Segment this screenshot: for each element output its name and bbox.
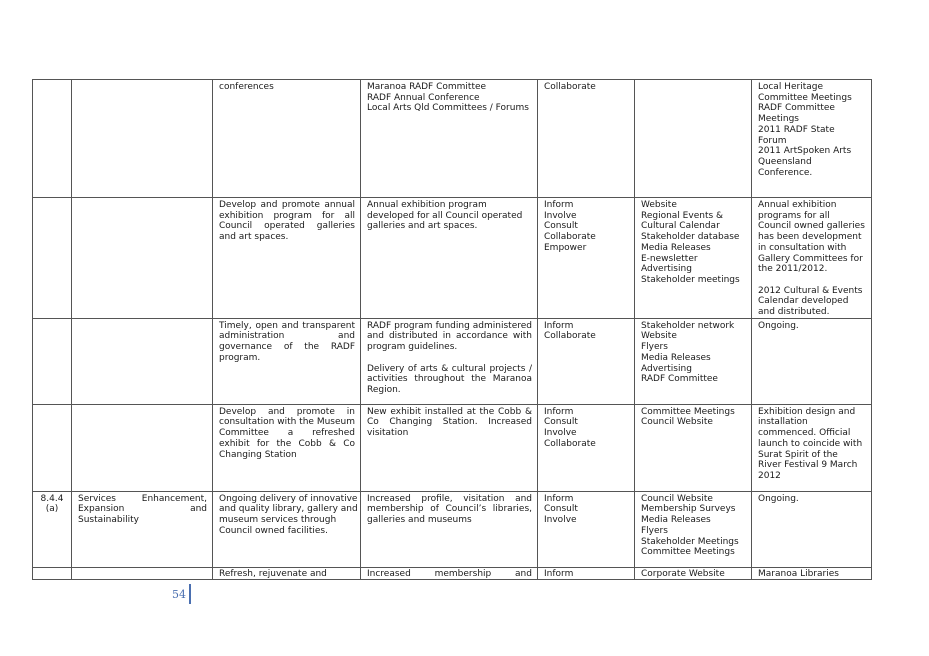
outcome-spacer	[367, 353, 532, 364]
method-line: E-newsletter	[641, 253, 698, 264]
engagement-line: Inform	[544, 493, 574, 504]
status-line: 2011 ArtSpoken Arts	[758, 146, 852, 157]
method-line: Media Releases	[641, 242, 711, 253]
method-line: Corporate Website	[641, 568, 725, 579]
method-line: Cultural Calendar	[641, 221, 720, 232]
outcome-line: RADF Annual Conference	[367, 92, 480, 103]
engagement-line: Collaborate	[544, 438, 596, 449]
status-spacer	[758, 275, 866, 286]
status-line: and distributed.	[758, 307, 830, 318]
engagement-line: Involve	[544, 515, 577, 526]
status-cell	[752, 318, 872, 404]
action-line: museum services through	[219, 515, 337, 526]
methods-cell	[635, 318, 752, 404]
status-line: Committee Meetings	[758, 92, 852, 103]
engagement-plan-table	[32, 79, 872, 580]
outcome-cell: New exhibit installed at the Cobb & Co Changing Station. Increased visitation	[361, 404, 538, 491]
method-line: Media Releases	[641, 515, 711, 526]
action-line: Council owned facilities.	[219, 525, 328, 536]
outcome-paragraph: RADF program funding administered and distributed in accordance with program guidelines.	[367, 320, 532, 353]
area-cell	[72, 198, 213, 319]
engagement-cell	[538, 80, 635, 198]
page-number-rule	[189, 584, 191, 604]
area-cell	[72, 567, 213, 580]
engagement-line: Empower	[544, 242, 587, 253]
engagement-cell	[538, 318, 635, 404]
status-line: programs for all	[758, 210, 830, 221]
ref-cell	[33, 404, 72, 491]
status-line: Conference.	[758, 167, 813, 178]
action-line: Refresh, rejuvenate and	[219, 568, 327, 579]
method-line: Advertising	[641, 264, 692, 275]
method-line: Flyers	[641, 525, 668, 536]
status-line: Exhibition design and	[758, 406, 856, 417]
status-line: 2012	[758, 470, 781, 481]
engagement-line: Involve	[544, 210, 577, 221]
table-row	[33, 318, 872, 404]
outcome-line: Annual exhibition program	[367, 200, 487, 210]
status-cell	[752, 404, 872, 491]
outcome-line: Maranoa RADF Committee	[367, 82, 487, 92]
engagement-line: Inform	[544, 568, 574, 579]
engagement-cell	[538, 491, 635, 567]
method-line: Membership Surveys	[641, 504, 736, 515]
status-cell	[752, 567, 872, 580]
status-line: 2011 RADF State	[758, 124, 835, 135]
methods-cell	[635, 491, 752, 567]
table-row	[33, 198, 872, 319]
status-line: RADF Committee	[758, 103, 835, 114]
outcome-cell	[361, 198, 538, 319]
area-cell: Services Enhancement, Expansion and Sustainability	[72, 491, 213, 567]
engagement-line: Inform	[544, 320, 574, 331]
status-line: launch to coincide with	[758, 438, 863, 449]
outcome-word: Increased	[367, 568, 411, 579]
status-line: Council owned galleries	[758, 221, 865, 232]
table-row	[33, 491, 872, 567]
engagement-cell	[538, 567, 635, 580]
method-line: Committee Meetings	[641, 547, 735, 558]
ref-cell	[33, 491, 72, 567]
method-line: Flyers	[641, 342, 668, 353]
action-cell: Develop and promote in consultation with the Museum Committee a refreshed exhibit for the Cobb & Co Changing Station	[213, 404, 361, 491]
ref-cell	[33, 80, 72, 198]
methods-cell	[635, 404, 752, 491]
ref-cell	[33, 567, 72, 580]
action-cell	[213, 491, 361, 567]
status-line: Queensland	[758, 156, 812, 167]
area-cell	[72, 80, 213, 198]
outcome-word: and	[515, 568, 532, 579]
status-line: 2012 Cultural & Events	[758, 285, 863, 296]
engagement-line: Inform	[544, 406, 574, 417]
methods-cell	[635, 80, 752, 198]
method-line: Website	[641, 331, 677, 342]
action-line: Ongoing delivery of innovative	[219, 493, 358, 504]
status-line: Gallery Committees for	[758, 253, 863, 264]
method-line: Media Releases	[641, 352, 711, 363]
ref-number: 8.4.4	[40, 493, 64, 504]
outcome-line: developed for all Council operated	[367, 210, 523, 221]
engagement-line: Collaborate	[544, 232, 596, 243]
method-line: Advertising	[641, 363, 692, 374]
method-line: Regional Events &	[641, 210, 724, 221]
area-cell	[72, 318, 213, 404]
action-cell: conferences	[213, 80, 361, 198]
action-cell: Timely, open and transparent administration and governance of the RADF program.	[213, 318, 361, 404]
status-line: has been development	[758, 232, 862, 243]
area-cell	[72, 404, 213, 491]
page-number: 54	[172, 588, 186, 601]
status-cell	[752, 198, 872, 319]
status-line: Annual exhibition	[758, 200, 837, 210]
method-line: Website	[641, 200, 677, 210]
table-row	[33, 80, 872, 198]
status-line: Maranoa Libraries	[758, 568, 839, 579]
status-line: Forum	[758, 135, 787, 146]
ref-suffix: (a)	[45, 504, 59, 515]
engagement-line: Consult	[544, 504, 578, 515]
outcome-word: membership	[434, 568, 492, 579]
status-line: Ongoing.	[758, 493, 799, 504]
action-line: and quality library, gallery and	[219, 504, 358, 515]
outcome-cell	[361, 318, 538, 404]
status-cell	[752, 491, 872, 567]
ref-cell	[33, 318, 72, 404]
status-line: in consultation with	[758, 242, 847, 253]
engagement-cell	[538, 198, 635, 319]
status-line: Surat Spirit of the	[758, 449, 838, 460]
status-line: commenced. Official	[758, 428, 851, 439]
method-line: Stakeholder database	[641, 232, 740, 243]
engagement-line: Consult	[544, 221, 578, 232]
status-cell	[752, 80, 872, 198]
status-line: Local Heritage	[758, 82, 823, 92]
method-line: RADF Committee	[641, 374, 718, 385]
outcome-line: galleries and art spaces.	[367, 221, 478, 232]
engagement-line: Collaborate	[544, 331, 596, 342]
engagement-line: Consult	[544, 417, 578, 428]
status-line: installation	[758, 417, 808, 428]
outcome-line: Local Arts Qld Committees / Forums	[367, 103, 529, 114]
outcome-line	[367, 569, 532, 580]
engagement-cell	[538, 404, 635, 491]
outcome-cell	[361, 567, 538, 580]
ref-cell	[33, 198, 72, 319]
outcome-cell	[361, 80, 538, 198]
method-line: Stakeholder network	[641, 320, 735, 331]
outcome-paragraph: Delivery of arts & cultural projects / activities throughout the Maranoa Region.	[367, 363, 532, 395]
outcome-cell: Increased profile, visitation and membership of Council’s libraries, galleries and museums	[361, 491, 538, 567]
method-line: Council Website	[641, 493, 713, 504]
status-line: Ongoing.	[758, 320, 799, 331]
method-line: Committee Meetings	[641, 406, 735, 417]
table-row	[33, 404, 872, 491]
engagement-line: Inform	[544, 200, 574, 210]
status-line: River Festival 9 March	[758, 460, 858, 471]
status-line: the 2011/2012.	[758, 264, 828, 275]
method-line: Stakeholder Meetings	[641, 536, 739, 547]
action-cell: Develop and promote annual exhibition program for all Council operated galleries and art spaces.	[213, 198, 361, 319]
table-row	[33, 567, 872, 580]
methods-cell	[635, 567, 752, 580]
status-line: Meetings	[758, 114, 799, 125]
action-cell	[213, 567, 361, 580]
engagement-line: Collaborate	[544, 82, 596, 92]
method-line: Council Website	[641, 417, 713, 428]
status-line: Calendar developed	[758, 296, 849, 307]
engagement-line: Involve	[544, 428, 577, 439]
methods-cell	[635, 198, 752, 319]
method-line: Stakeholder meetings	[641, 274, 740, 285]
